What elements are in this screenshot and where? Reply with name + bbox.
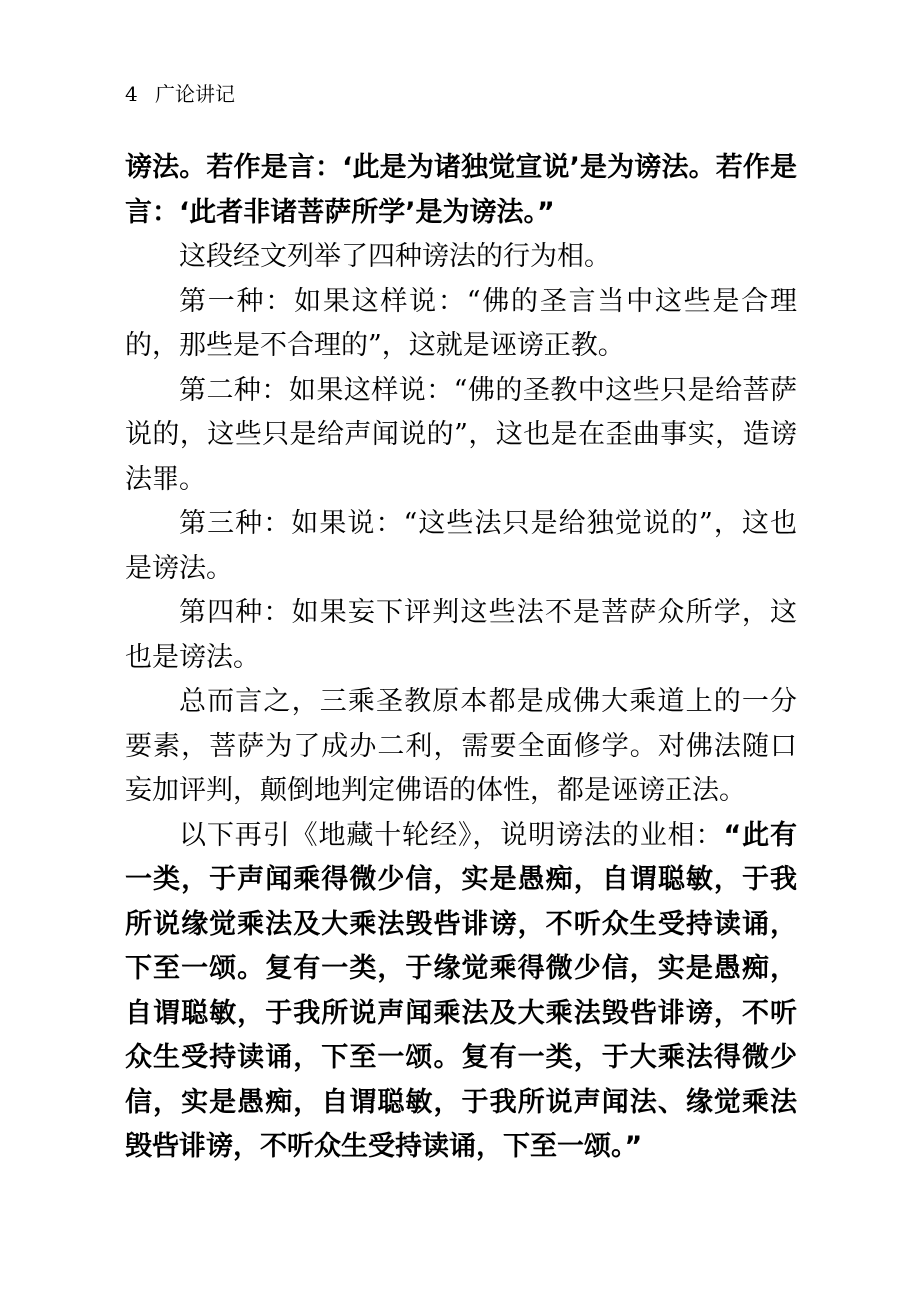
page-header	[125, 80, 235, 108]
paragraph-fourth-kind: 第四种：如果妄下评判这些法不是菩萨众所学，这也是谤法。	[125, 597, 797, 673]
paragraph-third-kind: 第三种：如果说：“这些法只是给独觉说的”，这也是谤法。	[125, 508, 797, 584]
paragraph-sutra-citation	[125, 814, 797, 1170]
citation-intro: 以下再引《地藏十轮经》，说明谤法的业相：	[179, 819, 724, 851]
body-text	[125, 146, 797, 1170]
paragraph-second-kind: 第二种：如果这样说：“佛的圣教中这些只是给菩萨说的，这些只是给声闻说的”，这也是在歪曲事实，造谤法罪。	[125, 374, 797, 495]
quote-continuation: 谤法。若作是言：‘此是为诸独觉宣说’是为谤法。若作是言：‘此者非诸菩萨所学’是为谤法。”	[125, 152, 797, 228]
paragraph-intro: 这段经文列举了四种谤法的行为相。	[179, 241, 611, 272]
book-title: 广论讲记	[155, 82, 235, 106]
paragraph-first-kind: 第一种：如果这样说：“佛的圣言当中这些是合理的，那些是不合理的”，这就是诬谤正教。	[125, 285, 797, 361]
paragraph-summary: 总而言之，三乘圣教原本都是成佛大乘道上的一分要素，菩萨为了成办二利，需要全面修学。对佛法随口妄加评判，颠倒地判定佛语的体性，都是诬谤正法。	[125, 686, 797, 806]
page-number: 4	[125, 82, 138, 106]
sutra-quote: “此有一类，于声闻乘得微少信，实是愚痴，自谓聪敏，于我所说缘觉乘法及大乘法毁呰诽谤，不听众生受持读诵，下至一颂。复有一类，于缘觉乘得微少信，实是愚痴，自谓聪敏，于我所说声闻乘法及大乘法毁呰诽谤，不听众生受持读诵，下至一颂。复有一类，于大乘法得微少信，实是愚痴，自谓聪敏，于我所说声闻法、缘觉乘法毁呰诽谤，不听众生受持读诵，下至一颂。”	[125, 819, 798, 1162]
